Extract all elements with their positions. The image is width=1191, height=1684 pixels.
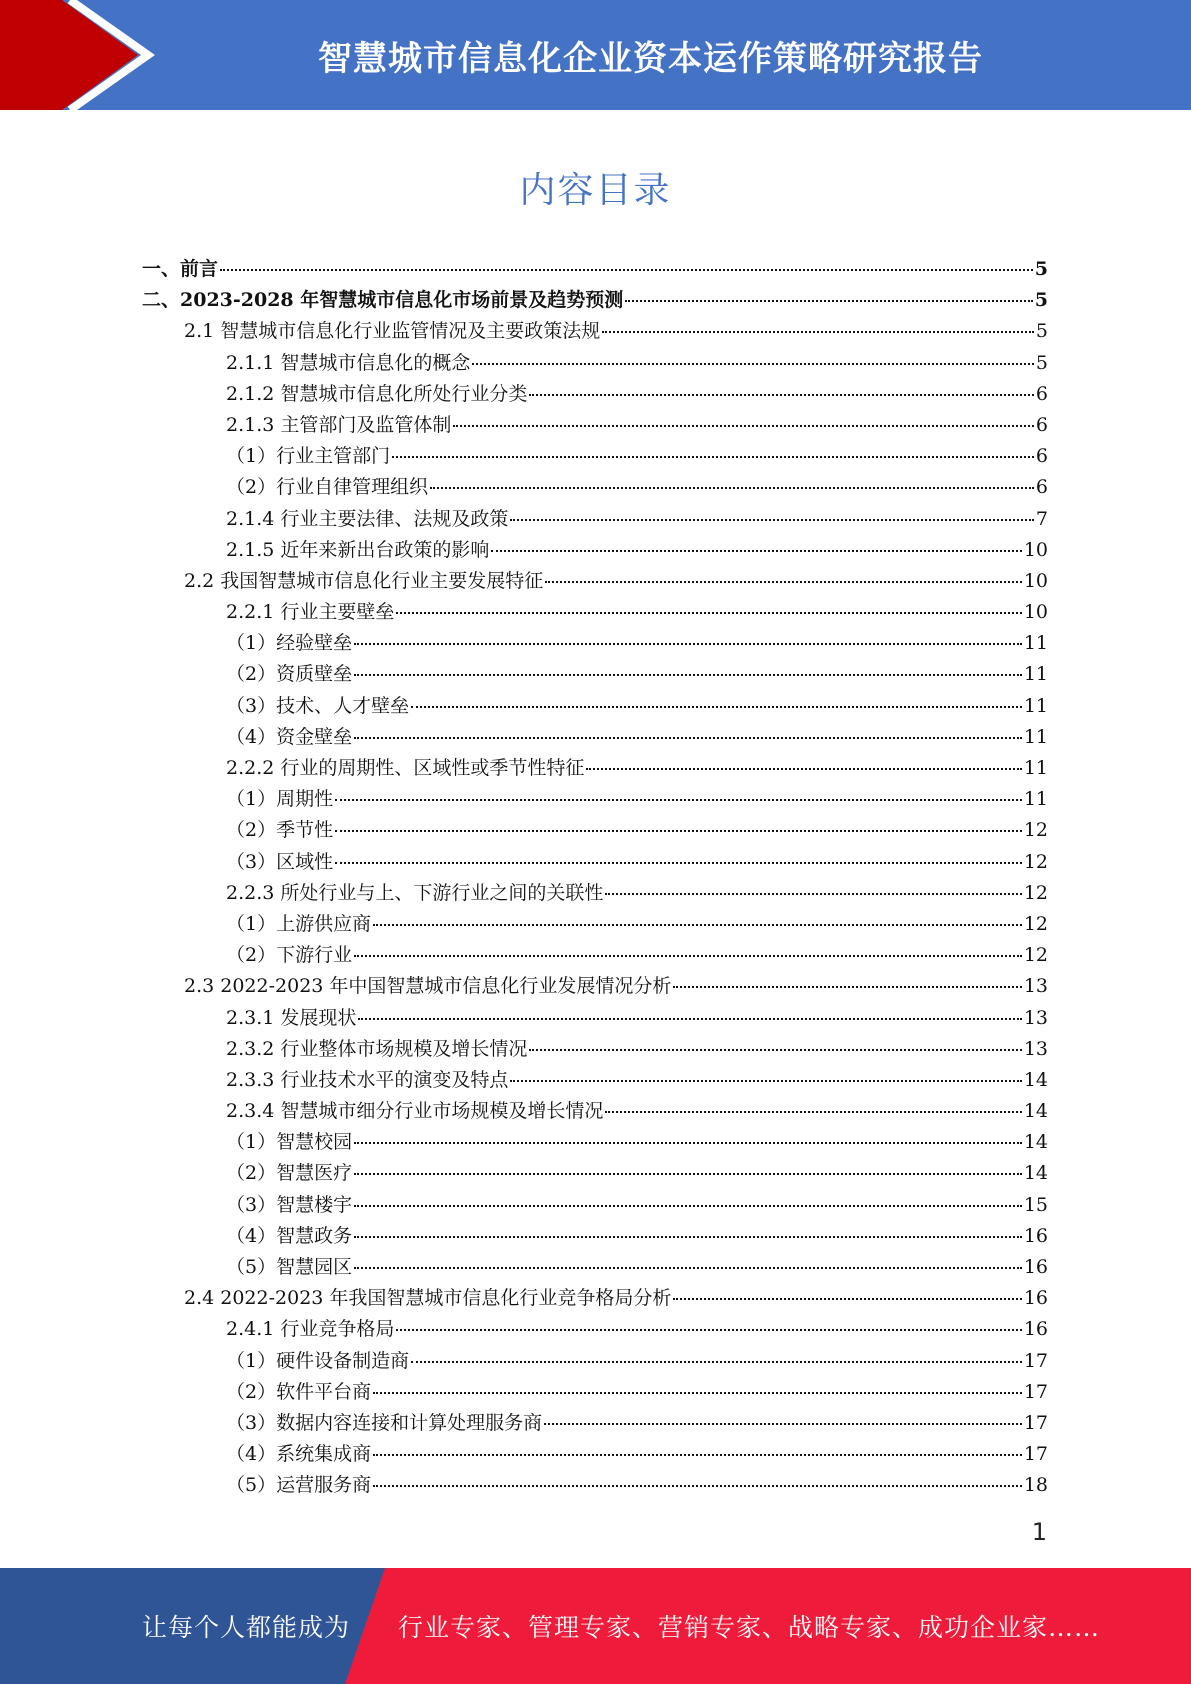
toc-dot-leader: [396, 611, 1021, 614]
toc-entry[interactable]: [142, 1470, 1048, 1501]
toc-entry-page: 7: [1035, 507, 1048, 530]
toc-entry-page: 11: [1023, 757, 1048, 779]
toc-dot-leader: [220, 268, 1033, 271]
toc-entry-page: 11: [1023, 694, 1048, 717]
toc-dot-leader: [354, 1141, 1022, 1144]
toc-entry-label: 2.1.2 智慧城市信息化所处行业分类: [226, 382, 528, 405]
toc-entry-page: 11: [1023, 663, 1048, 686]
toc-entry[interactable]: [142, 1252, 1048, 1283]
toc-entry-page: 12: [1023, 819, 1048, 842]
toc-entry-page: 16: [1023, 1287, 1048, 1310]
toc-entry-label: （2）智慧医疗: [226, 1162, 353, 1185]
toc-entry-label: （2）下游行业: [226, 944, 353, 967]
toc-dot-leader: [354, 673, 1022, 676]
toc-dot-leader: [529, 393, 1034, 396]
toc-entry-label: 2.3 2022-2023 年中国智慧城市信息化行业发展情况分析: [184, 975, 672, 998]
toc-entry[interactable]: [142, 878, 1048, 909]
toc-dot-leader: [354, 1235, 1022, 1238]
toc-entry[interactable]: [142, 659, 1048, 690]
toc-entry-page: 5: [1034, 289, 1048, 312]
toc-entry-label: （2）行业自律管理组织: [226, 476, 429, 499]
toc-entry-label: 2.1 智慧城市信息化行业监管情况及主要政策法规: [184, 320, 601, 343]
toc-entry-label: （1）周期性: [226, 788, 334, 811]
toc-entry-label: 2.3.1 发展现状: [226, 1006, 357, 1029]
page-footer: [0, 1568, 1191, 1684]
toc-entry-page: 11: [1023, 632, 1048, 655]
toc-entry[interactable]: [142, 1221, 1048, 1252]
toc-entry-page: 10: [1023, 538, 1048, 561]
toc-entry-page: 6: [1035, 382, 1048, 405]
toc-entry-page: 16: [1023, 1224, 1048, 1247]
toc-entry[interactable]: [142, 285, 1048, 316]
page-number: 1: [1031, 1518, 1047, 1546]
toc-entry-label: 2.1.1 智慧城市信息化的概念: [226, 351, 471, 374]
toc-entry-page: 17: [1023, 1411, 1048, 1434]
toc-dot-leader: [544, 1422, 1022, 1425]
toc-dot-leader: [586, 767, 1021, 770]
toc-entry[interactable]: [142, 1127, 1048, 1158]
toc-entry-page: 17: [1023, 1380, 1048, 1403]
toc-entry[interactable]: [142, 1034, 1048, 1065]
toc-dot-leader: [373, 1391, 1022, 1394]
toc-dot-leader: [354, 1204, 1022, 1207]
toc-dot-leader: [491, 549, 1021, 552]
toc-entry-label: 一、前言: [142, 258, 219, 280]
toc-entry[interactable]: [142, 379, 1048, 410]
toc-entry-page: 12: [1023, 850, 1048, 873]
toc-entry[interactable]: [142, 597, 1048, 628]
toc-entry-page: 11: [1023, 788, 1048, 811]
toc-dot-leader: [673, 1297, 1021, 1300]
toc-entry[interactable]: [142, 1190, 1048, 1221]
toc-entry-label: （1）硬件设备制造商: [226, 1349, 410, 1372]
toc-entry-page: 14: [1023, 1162, 1048, 1185]
toc-dot-leader: [453, 424, 1034, 427]
toc-entry[interactable]: [142, 753, 1048, 784]
toc-entry[interactable]: [142, 504, 1048, 535]
toc-entry[interactable]: [142, 628, 1048, 659]
toc-dot-leader: [373, 1484, 1022, 1487]
toc-entry-page: 14: [1023, 1100, 1048, 1123]
toc-entry-page: 5: [1035, 351, 1048, 374]
footer-slogan-right: 行业专家、管理专家、营销专家、战略专家、成功企业家……: [398, 1613, 1101, 1642]
toc-entry[interactable]: [142, 1283, 1048, 1314]
toc-entry-label: （2）资质壁垒: [226, 663, 353, 686]
toc-entry-label: （2）软件平台商: [226, 1380, 372, 1403]
toc-entry-label: 2.3.3 行业技术水平的演变及特点: [226, 1068, 509, 1091]
toc-entry-page: 6: [1035, 413, 1048, 436]
toc-dot-leader: [354, 954, 1022, 957]
page-header: [0, 0, 1191, 110]
toc-entry[interactable]: [142, 254, 1048, 285]
toc-dot-leader: [358, 1017, 1021, 1020]
toc-dot-leader: [605, 1110, 1021, 1113]
toc-entry-label: （4）资金壁垒: [226, 725, 353, 748]
toc-entry-page: 13: [1023, 1006, 1048, 1029]
toc-entry-label: （2）季节性: [226, 819, 334, 842]
toc-entry[interactable]: [142, 1096, 1048, 1127]
toc-entry-label: 2.4.1 行业竞争格局: [226, 1318, 395, 1341]
toc-entry-label: （4）系统集成商: [226, 1443, 372, 1466]
toc-dot-leader: [354, 1172, 1022, 1175]
toc-entry[interactable]: [142, 348, 1048, 379]
toc-entry-page: 14: [1023, 1131, 1048, 1154]
toc-entry-page: 13: [1023, 975, 1048, 998]
toc-entry-page: 17: [1023, 1443, 1048, 1466]
toc-entry-page: 16: [1023, 1256, 1048, 1278]
toc-dot-leader: [354, 736, 1022, 739]
toc-dot-leader: [396, 1328, 1021, 1331]
toc-entry-label: 2.4 2022-2023 年我国智慧城市信息化行业竞争格局分析: [184, 1287, 672, 1310]
toc-entry-page: 6: [1035, 445, 1048, 468]
toc-entry[interactable]: [142, 691, 1048, 722]
toc-entry-page: 11: [1023, 725, 1048, 748]
toc-entry-page: 12: [1023, 944, 1048, 967]
toc-dot-leader: [411, 1360, 1022, 1363]
toc-entry-page: 14: [1023, 1068, 1048, 1091]
toc-entry-label: 2.2 我国智慧城市信息化行业主要发展特征: [184, 569, 544, 592]
toc-entry-label: （1）智慧校园: [226, 1131, 353, 1154]
toc-entry[interactable]: [142, 316, 1048, 347]
toc-entry[interactable]: [142, 784, 1048, 815]
header-red-arrow: [0, 0, 138, 110]
toc-entry-page: 12: [1023, 881, 1048, 904]
table-of-contents: [142, 254, 1048, 1502]
toc-entry-label: （1）行业主管部门: [226, 445, 391, 468]
toc-dot-leader: [335, 829, 1022, 832]
toc-entry[interactable]: [142, 566, 1048, 597]
toc-entry-label: 2.1.4 行业主要法律、法规及政策: [226, 507, 509, 530]
toc-dot-leader: [373, 923, 1022, 926]
toc-dot-leader: [392, 455, 1034, 458]
toc-entry-page: 6: [1035, 476, 1048, 499]
toc-dot-leader: [354, 642, 1022, 645]
toc-entry-label: 2.1.5 近年来新出台政策的影响: [226, 538, 490, 561]
toc-dot-leader: [625, 299, 1033, 302]
toc-entry[interactable]: [142, 815, 1048, 846]
toc-entry-label: （1）经验壁垒: [226, 632, 353, 655]
toc-entry[interactable]: [142, 410, 1048, 441]
toc-dot-leader: [411, 705, 1022, 708]
toc-entry-label: 2.3.2 行业整体市场规模及增长情况: [226, 1037, 528, 1060]
toc-entry[interactable]: [142, 1003, 1048, 1034]
toc-entry-label: （3）智慧楼宇: [226, 1193, 353, 1216]
toc-entry[interactable]: [142, 1377, 1048, 1408]
toc-entry-label: 二、2023-2028 年智慧城市信息化市场前景及趋势预测: [142, 289, 624, 312]
toc-entry-page: 15: [1023, 1193, 1048, 1216]
toc-dot-leader: [605, 892, 1021, 895]
toc-entry-page: 12: [1023, 912, 1048, 935]
toc-dot-leader: [373, 1453, 1022, 1456]
toc-entry-page: 10: [1023, 569, 1048, 592]
toc-dot-leader: [472, 362, 1034, 365]
toc-entry[interactable]: [142, 472, 1048, 503]
toc-dot-leader: [510, 1079, 1021, 1082]
toc-entry-label: （5）运营服务商: [226, 1474, 372, 1497]
toc-entry-label: 2.1.3 主管部门及监管体制: [226, 413, 452, 436]
toc-dot-leader: [354, 1266, 1022, 1269]
toc-entry-label: （5）智慧园区: [226, 1256, 353, 1278]
toc-entry-page: 17: [1023, 1349, 1048, 1372]
toc-entry[interactable]: [142, 847, 1048, 878]
toc-entry-label: 2.2.3 所处行业与上、下游行业之间的关联性: [226, 881, 604, 904]
toc-entry-label: （3）数据内容连接和计算处理服务商: [226, 1411, 543, 1434]
toc-entry-label: （4）智慧政务: [226, 1224, 353, 1247]
toc-entry-page: 5: [1034, 258, 1048, 280]
toc-dot-leader: [335, 861, 1022, 864]
toc-dot-leader: [602, 330, 1034, 333]
footer-slogan-left: 让每个人都能成为: [142, 1613, 351, 1642]
toc-entry-page: 10: [1023, 601, 1048, 624]
toc-entry[interactable]: [142, 1314, 1048, 1345]
toc-entry-page: 13: [1023, 1037, 1048, 1060]
toc-entry-label: 2.2.2 行业的周期性、区域性或季节性特征: [226, 757, 585, 779]
toc-entry[interactable]: [142, 535, 1048, 566]
toc-entry[interactable]: [142, 722, 1048, 753]
report-title: 智慧城市信息化企业资本运作策略研究报告: [318, 38, 983, 79]
toc-entry-label: （3）区域性: [226, 850, 334, 873]
toc-entry-label: （3）技术、人才壁垒: [226, 694, 410, 717]
toc-dot-leader: [335, 798, 1022, 801]
toc-entry[interactable]: [142, 1346, 1048, 1377]
toc-entry[interactable]: [142, 1408, 1048, 1439]
toc-dot-leader: [529, 1048, 1021, 1051]
toc-entry[interactable]: [142, 971, 1048, 1002]
toc-heading: 内容目录: [519, 170, 672, 211]
toc-entry-page: 18: [1023, 1474, 1048, 1497]
toc-dot-leader: [545, 580, 1022, 583]
toc-entry-label: 2.3.4 智慧城市细分行业市场规模及增长情况: [226, 1100, 604, 1123]
toc-entry-page: 5: [1035, 320, 1048, 343]
toc-entry[interactable]: [142, 1065, 1048, 1096]
toc-dot-leader: [510, 518, 1034, 521]
toc-entry-label: 2.2.1 行业主要壁垒: [226, 601, 395, 624]
toc-entry[interactable]: [142, 940, 1048, 971]
toc-entry[interactable]: [142, 909, 1048, 940]
toc-dot-leader: [673, 985, 1021, 988]
toc-entry[interactable]: [142, 1439, 1048, 1470]
toc-entry[interactable]: [142, 1158, 1048, 1189]
toc-entry-label: （1）上游供应商: [226, 912, 372, 935]
toc-dot-leader: [430, 486, 1034, 489]
toc-entry[interactable]: [142, 441, 1048, 472]
toc-entry-page: 16: [1023, 1318, 1048, 1341]
